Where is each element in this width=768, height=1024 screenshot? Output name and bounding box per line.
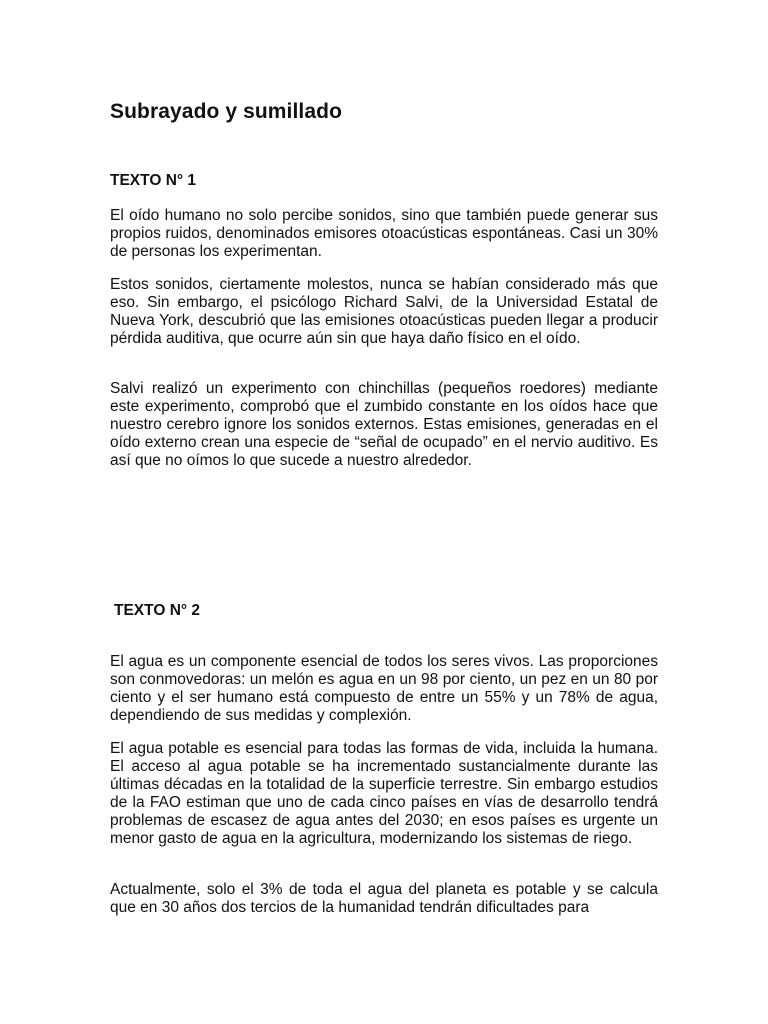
paragraph: El agua es un componente esencial de todos los seres vivos. Las proporciones son conmovedoras: un melón es agua en un 98 por ciento, un pez en un 80 por ciento y el ser humano está compuesto de entre un 55% y un 78% de agua, dependiendo de sus medidas y complexión.	[110, 653, 658, 724]
paragraph: Actualmente, solo el 3% de toda el agua del planeta es potable y se calcula que en 30 años dos tercios de la humanidad tendrán dificultades para	[110, 881, 658, 916]
paragraph: El agua potable es esencial para todas las formas de vida, incluida la humana. El acceso al agua potable se ha incrementado sustancialmente durante las últimas décadas en la totalidad de la superficie terrestre. Sin embargo estudios de la FAO estiman que uno de cada cinco países en vías de desarrollo tendrá problemas de escasez de agua antes del 2030; en esos países es urgente un menor gasto de agua en la agricultura, modernizando los sistemas de riego.	[110, 740, 658, 847]
section-heading-texto-1: TEXTO N° 1	[110, 172, 197, 189]
paragraph: El oído humano no solo percibe sonidos, sino que también puede generar sus propios ruidos, denominados emisores otoacústicas espontáneas. Casi un 30% de personas los experimentan.	[110, 207, 658, 260]
paragraph: Estos sonidos, ciertamente molestos, nunca se habían considerado más que eso. Sin embargo, el psicólogo Richard Salvi, de la Universidad Estatal de Nueva York, descubrió que las emisiones otoacústicas pueden llegar a producir pérdida auditiva, que ocurre aún sin que haya daño físico en el oído.	[110, 276, 658, 347]
document-title: Subrayado y sumillado	[110, 100, 342, 123]
paragraph: Salvi realizó un experimento con chinchillas (pequeños roedores) mediante este experimento, comprobó que el zumbido constante en los oídos hace que nuestro cerebro ignore los sonidos externos. Estas emisiones, generadas en el oído externo crean una especie de “señal de ocupado” en el nervio auditivo. Es así que no oímos lo que sucede a nuestro alrededor.	[110, 380, 658, 469]
section-heading-texto-2: TEXTO N° 2	[114, 602, 201, 619]
